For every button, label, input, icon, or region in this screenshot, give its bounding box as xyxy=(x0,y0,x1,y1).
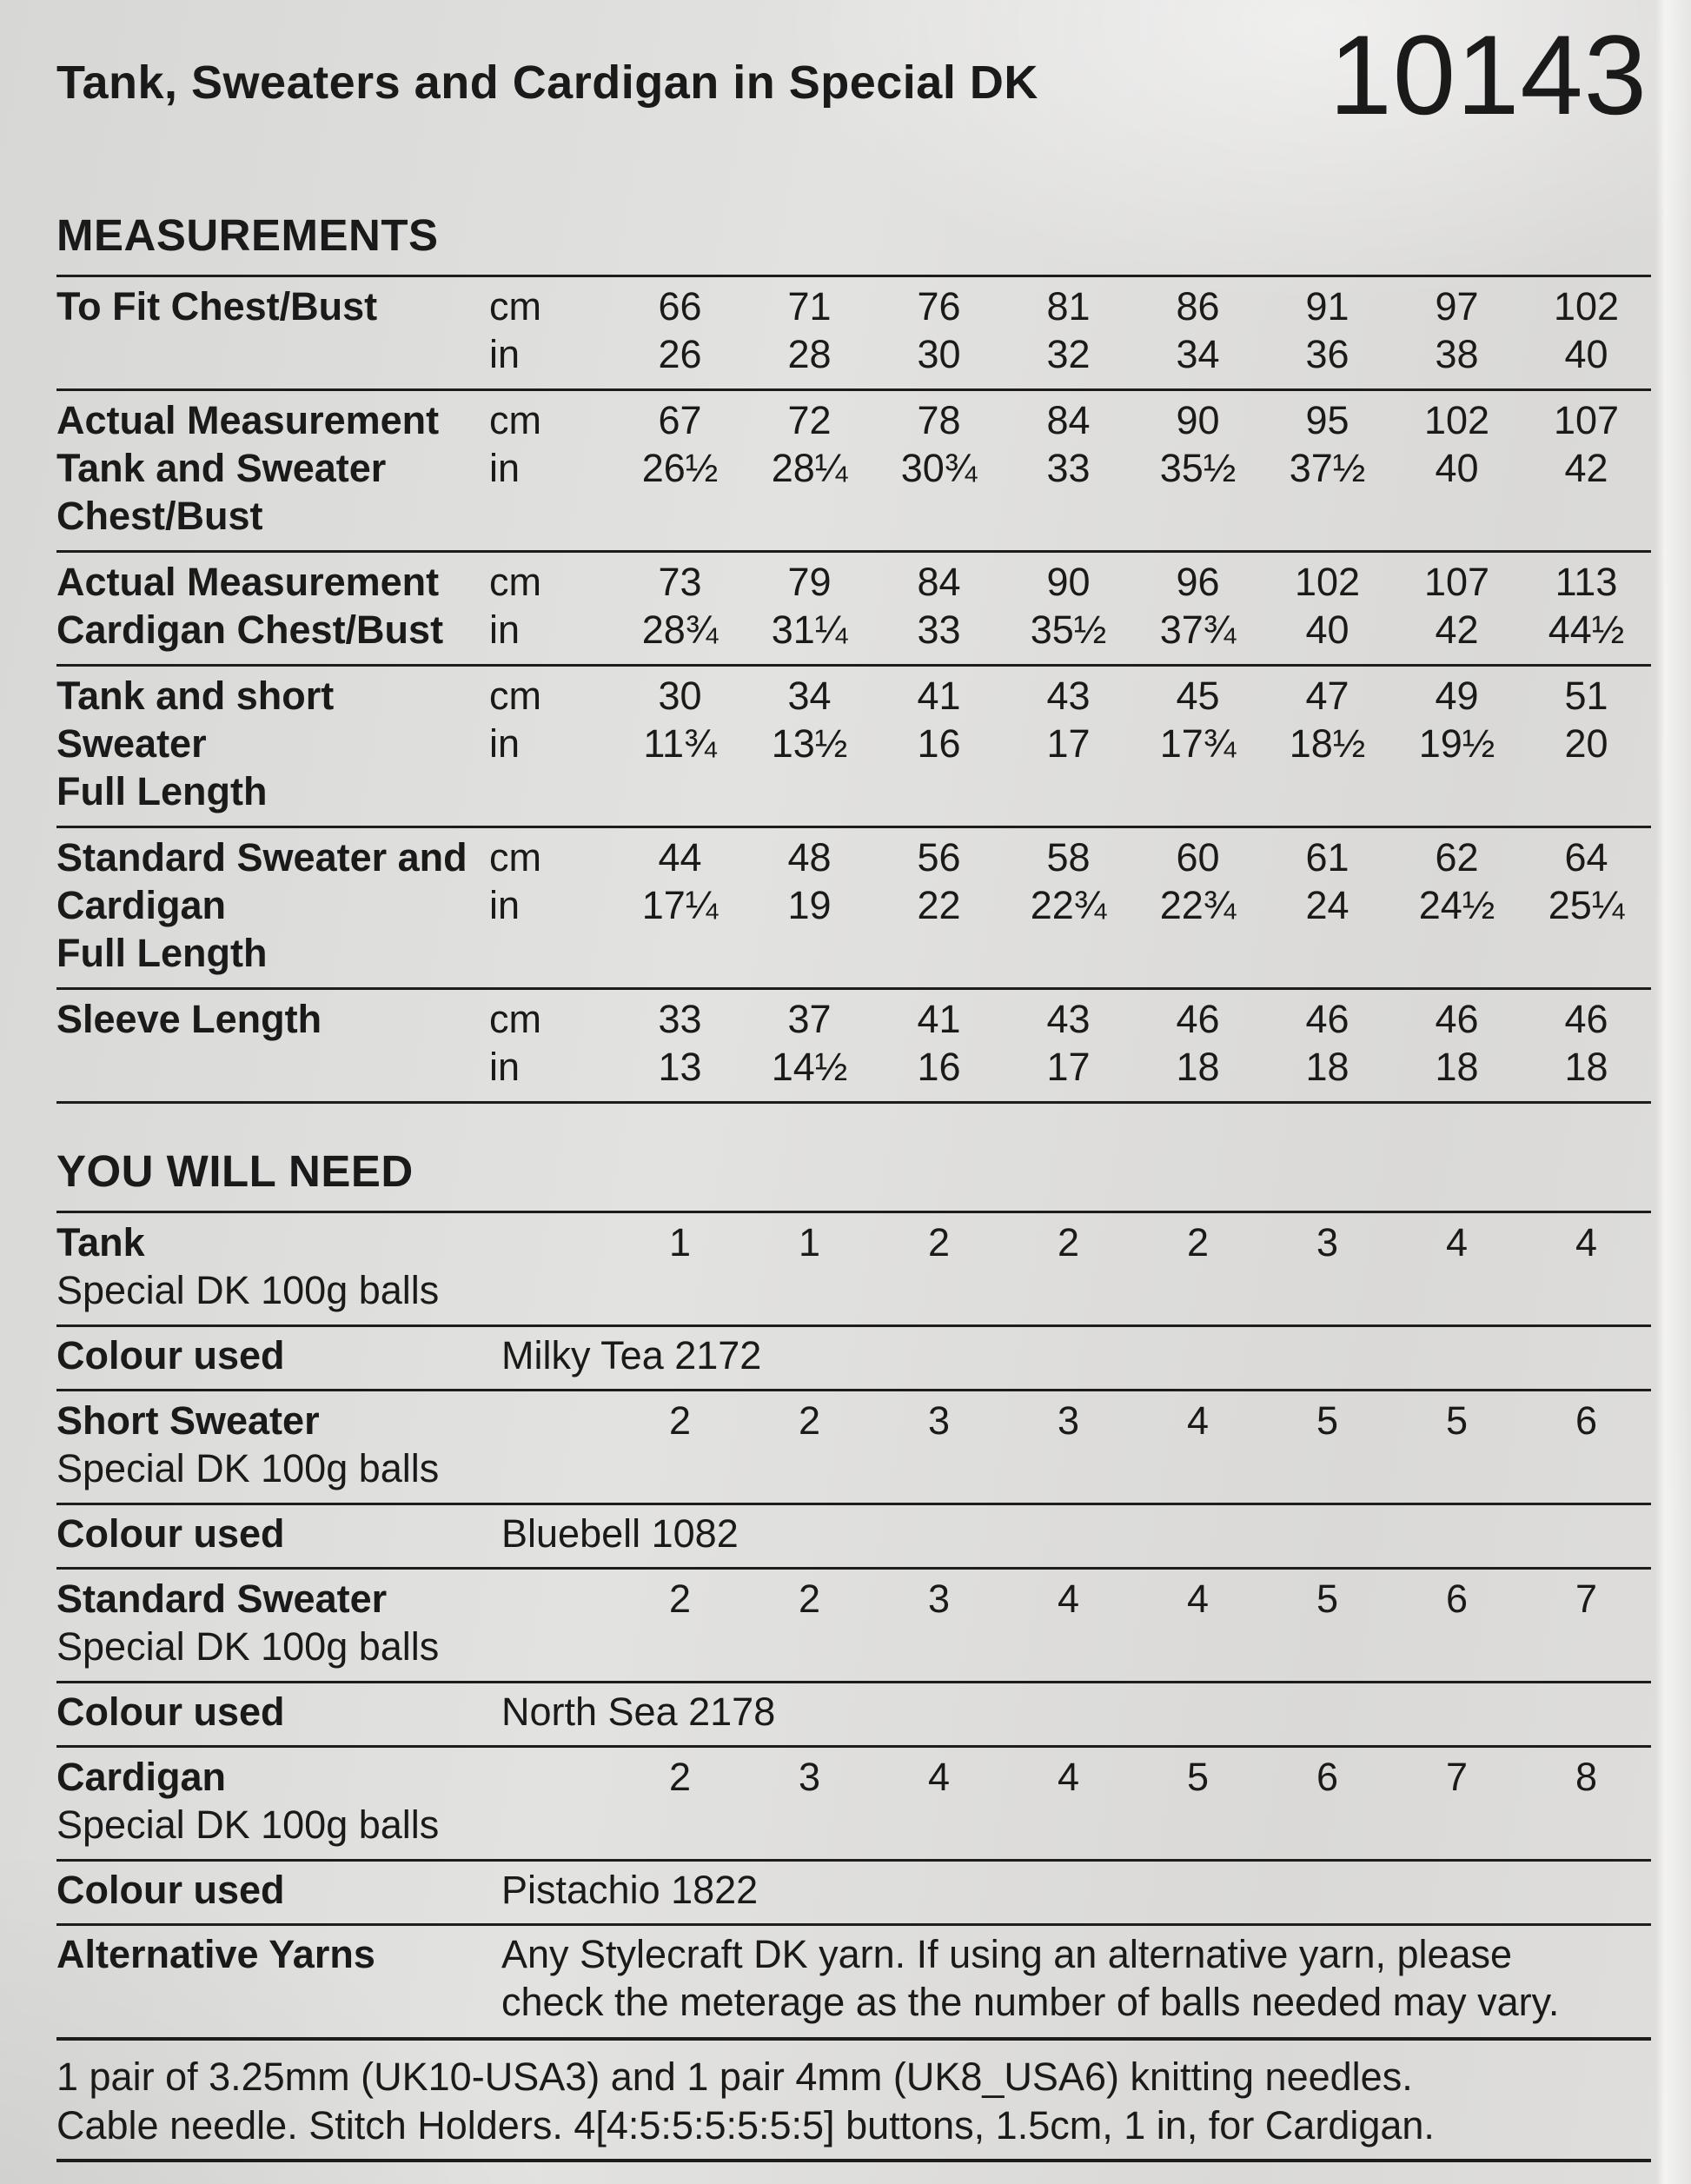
cm-value: 86 xyxy=(1176,284,1220,329)
balls-count: 4 xyxy=(1057,1755,1080,1799)
cm-value: 78 xyxy=(917,398,961,442)
yarn-item-label xyxy=(56,1575,615,1670)
balls-count: 7 xyxy=(1575,1577,1598,1621)
yarn-item-sublabel: Special DK 100g balls xyxy=(56,1802,440,1847)
cm-value: 60 xyxy=(1176,835,1220,880)
balls-count: 4 xyxy=(1575,1220,1598,1265)
balls-count: 2 xyxy=(668,1755,692,1799)
size-value-cell xyxy=(615,396,745,540)
colour-used-label: Colour used xyxy=(56,1689,285,1734)
size-value-cell xyxy=(1133,833,1263,977)
in-value: 22¾ xyxy=(1030,883,1107,927)
balls-count: 2 xyxy=(668,1398,692,1443)
yarn-item-label xyxy=(56,1218,615,1314)
balls-count: 4 xyxy=(1445,1220,1469,1265)
cm-value: 102 xyxy=(1553,284,1620,329)
size-value-cell xyxy=(1004,833,1133,977)
size-value-cell xyxy=(1392,995,1522,1091)
alternative-yarns-label: Alternative Yarns xyxy=(56,1932,375,1976)
cm-value: 46 xyxy=(1176,997,1220,1041)
balls-count: 4 xyxy=(1186,1398,1210,1443)
balls-count: 6 xyxy=(1316,1755,1339,1799)
measurement-row xyxy=(56,391,1651,553)
yarn-quantity-row xyxy=(56,1213,1651,1327)
size-value-cell xyxy=(1133,672,1263,815)
in-value: 16 xyxy=(917,721,961,766)
size-value-cell xyxy=(1522,282,1651,378)
size-value-cell xyxy=(1522,833,1651,977)
size-value-cell xyxy=(1392,833,1522,977)
cm-value: 90 xyxy=(1046,560,1091,604)
cm-value: 41 xyxy=(917,674,961,718)
balls-count: 3 xyxy=(1057,1398,1080,1443)
cm-value: 46 xyxy=(1305,997,1349,1041)
you-will-need-table xyxy=(56,1211,1651,2041)
unit-cell xyxy=(482,396,615,540)
cm-value: 44 xyxy=(658,835,702,880)
measurement-row xyxy=(56,990,1651,1104)
cm-value: 107 xyxy=(1423,560,1490,604)
size-value-cell xyxy=(1263,282,1392,378)
cm-value: 56 xyxy=(917,835,961,880)
unit-cm-label: cm xyxy=(489,997,541,1041)
unit-in-label: in xyxy=(489,332,521,376)
in-value: 17 xyxy=(1046,1045,1091,1089)
measurement-label-line: To Fit Chest/Bust xyxy=(56,284,378,329)
in-value: 42 xyxy=(1564,446,1608,490)
in-value: 18 xyxy=(1564,1045,1608,1089)
unit-in-label: in xyxy=(489,446,521,490)
unit-cm-label: cm xyxy=(489,560,541,604)
in-value: 37½ xyxy=(1289,446,1366,490)
cm-value: 51 xyxy=(1564,674,1608,718)
in-value: 25¼ xyxy=(1548,883,1625,927)
cm-value: 62 xyxy=(1435,835,1479,880)
unit-in-label: in xyxy=(489,721,521,766)
cm-value: 49 xyxy=(1435,674,1479,718)
size-value-cell xyxy=(1522,558,1651,654)
pattern-number: 10143 xyxy=(1329,11,1648,138)
measurements-heading: MEASUREMENTS xyxy=(56,210,439,260)
size-value-cell xyxy=(615,558,745,654)
measurement-row xyxy=(56,277,1651,391)
measurement-label-line: Actual Measurement xyxy=(56,560,440,604)
measurement-label-line: Actual Measurement xyxy=(56,398,440,442)
in-value: 34 xyxy=(1176,332,1220,376)
in-value: 18 xyxy=(1305,1045,1349,1089)
cm-value: 107 xyxy=(1553,398,1620,442)
measurement-label-line: Standard Sweater and xyxy=(56,835,468,880)
yarn-item-name: Standard Sweater xyxy=(56,1577,388,1621)
cm-value: 84 xyxy=(1046,398,1091,442)
measurement-label xyxy=(56,833,482,977)
cm-value: 34 xyxy=(787,674,832,718)
cm-value: 67 xyxy=(658,398,702,442)
size-value-cell xyxy=(1004,396,1133,540)
size-value-cell xyxy=(745,558,874,654)
cm-value: 96 xyxy=(1176,560,1220,604)
in-value: 26 xyxy=(658,332,702,376)
in-value: 11¾ xyxy=(643,721,717,766)
needles-note-line-2: Cable needle. Stitch Holders. 4[4:5:5:5:5:5:5] buttons, 1.5cm, 1 in, for Cardigan. xyxy=(56,2103,1435,2147)
cm-value: 43 xyxy=(1046,674,1091,718)
measurement-label-line: Full Length xyxy=(56,769,268,813)
balls-count: 3 xyxy=(927,1398,951,1443)
in-value: 24½ xyxy=(1418,883,1495,927)
unit-in-label: in xyxy=(489,883,521,927)
cm-value: 33 xyxy=(658,997,702,1041)
measurement-label xyxy=(56,995,482,1091)
colour-used-row xyxy=(56,1862,1651,1926)
size-value-cell xyxy=(874,558,1004,654)
cm-value: 61 xyxy=(1305,835,1349,880)
measurement-label xyxy=(56,558,482,654)
cm-value: 58 xyxy=(1046,835,1091,880)
in-value: 28¼ xyxy=(771,446,848,490)
measurement-label-line: Sleeve Length xyxy=(56,997,322,1041)
in-value: 24 xyxy=(1305,883,1349,927)
cm-value: 84 xyxy=(917,560,961,604)
in-value: 32 xyxy=(1046,332,1091,376)
colour-used-label: Colour used xyxy=(56,1868,285,1912)
balls-count: 5 xyxy=(1445,1398,1469,1443)
size-value-cell xyxy=(874,833,1004,977)
unit-cell xyxy=(482,995,615,1091)
size-value-cell xyxy=(745,995,874,1091)
unit-cm-label: cm xyxy=(489,835,541,880)
in-value: 19½ xyxy=(1418,721,1495,766)
size-value-cell xyxy=(745,672,874,815)
cm-value: 81 xyxy=(1046,284,1091,329)
size-value-cell xyxy=(615,995,745,1091)
colour-used-row xyxy=(56,1327,1651,1391)
in-value: 18½ xyxy=(1289,721,1366,766)
balls-count: 6 xyxy=(1575,1398,1598,1443)
size-value-cell xyxy=(1133,558,1263,654)
cm-value: 73 xyxy=(658,560,702,604)
balls-count: 4 xyxy=(1186,1577,1210,1621)
in-value: 17 xyxy=(1046,721,1091,766)
colour-used-row xyxy=(56,1505,1651,1570)
in-value: 16 xyxy=(917,1045,961,1089)
in-value: 17¾ xyxy=(1159,721,1237,766)
in-value: 36 xyxy=(1305,332,1349,376)
yarn-quantity-row xyxy=(56,1570,1651,1683)
measurement-label-line: Chest/Bust xyxy=(56,494,263,538)
balls-count: 6 xyxy=(1445,1577,1469,1621)
in-value: 37¾ xyxy=(1159,607,1237,652)
measurement-label xyxy=(56,282,482,378)
measurement-label-line: Tank and Sweater xyxy=(56,446,387,490)
yarn-item-name: Cardigan xyxy=(56,1755,227,1799)
in-value: 40 xyxy=(1564,332,1608,376)
colour-name: Milky Tea 2172 xyxy=(501,1333,762,1377)
cm-value: 45 xyxy=(1176,674,1220,718)
cm-value: 46 xyxy=(1435,997,1479,1041)
in-value: 18 xyxy=(1176,1045,1220,1089)
balls-count: 2 xyxy=(1057,1220,1080,1265)
measurement-label-line: Sweater xyxy=(56,721,207,766)
balls-count: 4 xyxy=(927,1755,951,1799)
size-value-cell xyxy=(1133,995,1263,1091)
cm-value: 43 xyxy=(1046,997,1091,1041)
colour-name: Bluebell 1082 xyxy=(501,1511,739,1556)
balls-count: 2 xyxy=(927,1220,951,1265)
size-value-cell xyxy=(1263,995,1392,1091)
size-value-cell xyxy=(1263,833,1392,977)
yarn-item-label xyxy=(56,1397,615,1492)
unit-in-label: in xyxy=(489,1045,521,1089)
balls-count: 3 xyxy=(927,1577,951,1621)
balls-count: 4 xyxy=(1057,1577,1080,1621)
size-value-cell xyxy=(1522,396,1651,540)
measurement-label-line: Cardigan xyxy=(56,883,227,927)
cm-value: 72 xyxy=(787,398,832,442)
size-value-cell xyxy=(1392,282,1522,378)
size-value-cell xyxy=(615,833,745,977)
in-value: 35½ xyxy=(1030,607,1107,652)
balls-count: 5 xyxy=(1186,1755,1210,1799)
in-value: 44½ xyxy=(1548,607,1625,652)
balls-count: 1 xyxy=(668,1220,692,1265)
in-value: 26½ xyxy=(641,446,719,490)
size-value-cell xyxy=(874,396,1004,540)
in-value: 13 xyxy=(658,1045,702,1089)
in-value: 19 xyxy=(787,883,832,927)
balls-count: 8 xyxy=(1575,1755,1598,1799)
size-value-cell xyxy=(745,396,874,540)
size-value-cell xyxy=(1133,282,1263,378)
in-value: 20 xyxy=(1564,721,1608,766)
cm-value: 90 xyxy=(1176,398,1220,442)
size-value-cell xyxy=(874,672,1004,815)
size-value-cell xyxy=(1004,995,1133,1091)
colour-name: Pistachio 1822 xyxy=(501,1868,759,1912)
colour-used-row xyxy=(56,1683,1651,1748)
balls-count: 2 xyxy=(798,1577,821,1621)
size-value-cell xyxy=(1522,995,1651,1091)
in-value: 13½ xyxy=(771,721,848,766)
yarn-item-sublabel: Special DK 100g balls xyxy=(56,1624,440,1669)
yarn-item-sublabel: Special DK 100g balls xyxy=(56,1268,440,1312)
alternative-yarns-row xyxy=(56,1926,1651,2041)
size-value-cell xyxy=(745,833,874,977)
size-value-cell xyxy=(1522,672,1651,815)
balls-count: 7 xyxy=(1445,1755,1469,1799)
in-value: 35½ xyxy=(1159,446,1237,490)
alternative-yarns-note: Any Stylecraft DK yarn. If using an alternative yarn, please check the meterage as the number of balls needed may vary. xyxy=(501,1932,1560,2024)
cm-value: 79 xyxy=(787,560,832,604)
in-value: 33 xyxy=(1046,446,1091,490)
unit-cm-label: cm xyxy=(489,398,541,442)
in-value: 30 xyxy=(917,332,961,376)
balls-count: 5 xyxy=(1316,1398,1339,1443)
size-value-cell xyxy=(1004,672,1133,815)
size-value-cell xyxy=(1392,672,1522,815)
colour-name: North Sea 2178 xyxy=(501,1689,776,1734)
unit-cell xyxy=(482,833,615,977)
in-value: 17¼ xyxy=(641,883,719,927)
cm-value: 76 xyxy=(917,284,961,329)
unit-cm-label: cm xyxy=(489,674,541,718)
measurement-row xyxy=(56,828,1651,990)
measurement-row xyxy=(56,553,1651,667)
in-value: 38 xyxy=(1435,332,1479,376)
size-value-cell xyxy=(1133,396,1263,540)
cm-value: 91 xyxy=(1305,284,1349,329)
needles-note xyxy=(56,2041,1651,2162)
size-value-cell xyxy=(1392,558,1522,654)
in-value: 28 xyxy=(787,332,832,376)
size-value-cell xyxy=(874,995,1004,1091)
size-value-cell xyxy=(1004,282,1133,378)
yarn-item-sublabel: Special DK 100g balls xyxy=(56,1446,440,1490)
yarn-quantity-row xyxy=(56,1391,1651,1505)
in-value: 40 xyxy=(1305,607,1349,652)
yarn-item-label xyxy=(56,1753,615,1849)
cm-value: 102 xyxy=(1294,560,1361,604)
size-value-cell xyxy=(1392,396,1522,540)
colour-used-label: Colour used xyxy=(56,1511,285,1556)
unit-cm-label: cm xyxy=(489,284,541,329)
size-value-cell xyxy=(1263,558,1392,654)
yarn-item-name: Tank xyxy=(56,1220,145,1265)
in-value: 42 xyxy=(1435,607,1479,652)
size-value-cell xyxy=(1263,396,1392,540)
cm-value: 64 xyxy=(1564,835,1608,880)
measurement-label-line: Tank and short xyxy=(56,674,335,718)
in-value: 28¾ xyxy=(641,607,719,652)
cm-value: 46 xyxy=(1564,997,1608,1041)
yarn-item-name: Short Sweater xyxy=(56,1398,320,1443)
you-will-need-heading: YOU WILL NEED xyxy=(56,1146,414,1196)
cm-value: 97 xyxy=(1435,284,1479,329)
in-value: 18 xyxy=(1435,1045,1479,1089)
cm-value: 30 xyxy=(658,674,702,718)
size-value-cell xyxy=(1263,672,1392,815)
in-value: 33 xyxy=(917,607,961,652)
in-value: 40 xyxy=(1435,446,1479,490)
needles-note-line-1: 1 pair of 3.25mm (UK10-USA3) and 1 pair 4mm (UK8_USA6) knitting needles. xyxy=(56,2055,1413,2099)
unit-in-label: in xyxy=(489,607,521,652)
measurements-table xyxy=(56,275,1651,1104)
cm-value: 47 xyxy=(1305,674,1349,718)
in-value: 31¼ xyxy=(771,607,848,652)
balls-count: 2 xyxy=(1186,1220,1210,1265)
size-value-cell xyxy=(615,672,745,815)
balls-count: 1 xyxy=(798,1220,821,1265)
size-value-cell xyxy=(874,282,1004,378)
unit-cell xyxy=(482,558,615,654)
cm-value: 113 xyxy=(1555,560,1618,604)
header xyxy=(56,11,1651,138)
in-value: 14½ xyxy=(771,1045,848,1089)
balls-count: 2 xyxy=(798,1398,821,1443)
balls-count: 2 xyxy=(668,1577,692,1621)
cm-value: 37 xyxy=(787,997,832,1041)
balls-count: 3 xyxy=(798,1755,821,1799)
size-value-cell xyxy=(1004,558,1133,654)
cm-value: 66 xyxy=(658,284,702,329)
cm-value: 48 xyxy=(787,835,832,880)
in-value: 30¾ xyxy=(900,446,978,490)
size-value-cell xyxy=(615,282,745,378)
cm-value: 95 xyxy=(1305,398,1349,442)
measurement-row xyxy=(56,667,1651,828)
measurement-label-line: Cardigan Chest/Bust xyxy=(56,607,444,652)
in-value: 22 xyxy=(917,883,961,927)
cm-value: 71 xyxy=(787,284,832,329)
in-value: 22¾ xyxy=(1159,883,1237,927)
yarn-quantity-row xyxy=(56,1748,1651,1862)
cm-value: 41 xyxy=(917,997,961,1041)
page-title: Tank, Sweaters and Cardigan in Special DK xyxy=(56,56,1038,109)
cm-value: 102 xyxy=(1423,398,1490,442)
measurement-label xyxy=(56,672,482,815)
measurement-label-line: Full Length xyxy=(56,931,268,975)
colour-used-label: Colour used xyxy=(56,1333,285,1377)
balls-count: 3 xyxy=(1316,1220,1339,1265)
unit-cell xyxy=(482,672,615,815)
size-value-cell xyxy=(745,282,874,378)
measurement-label xyxy=(56,396,482,540)
balls-count: 5 xyxy=(1316,1577,1339,1621)
unit-cell xyxy=(482,282,615,378)
